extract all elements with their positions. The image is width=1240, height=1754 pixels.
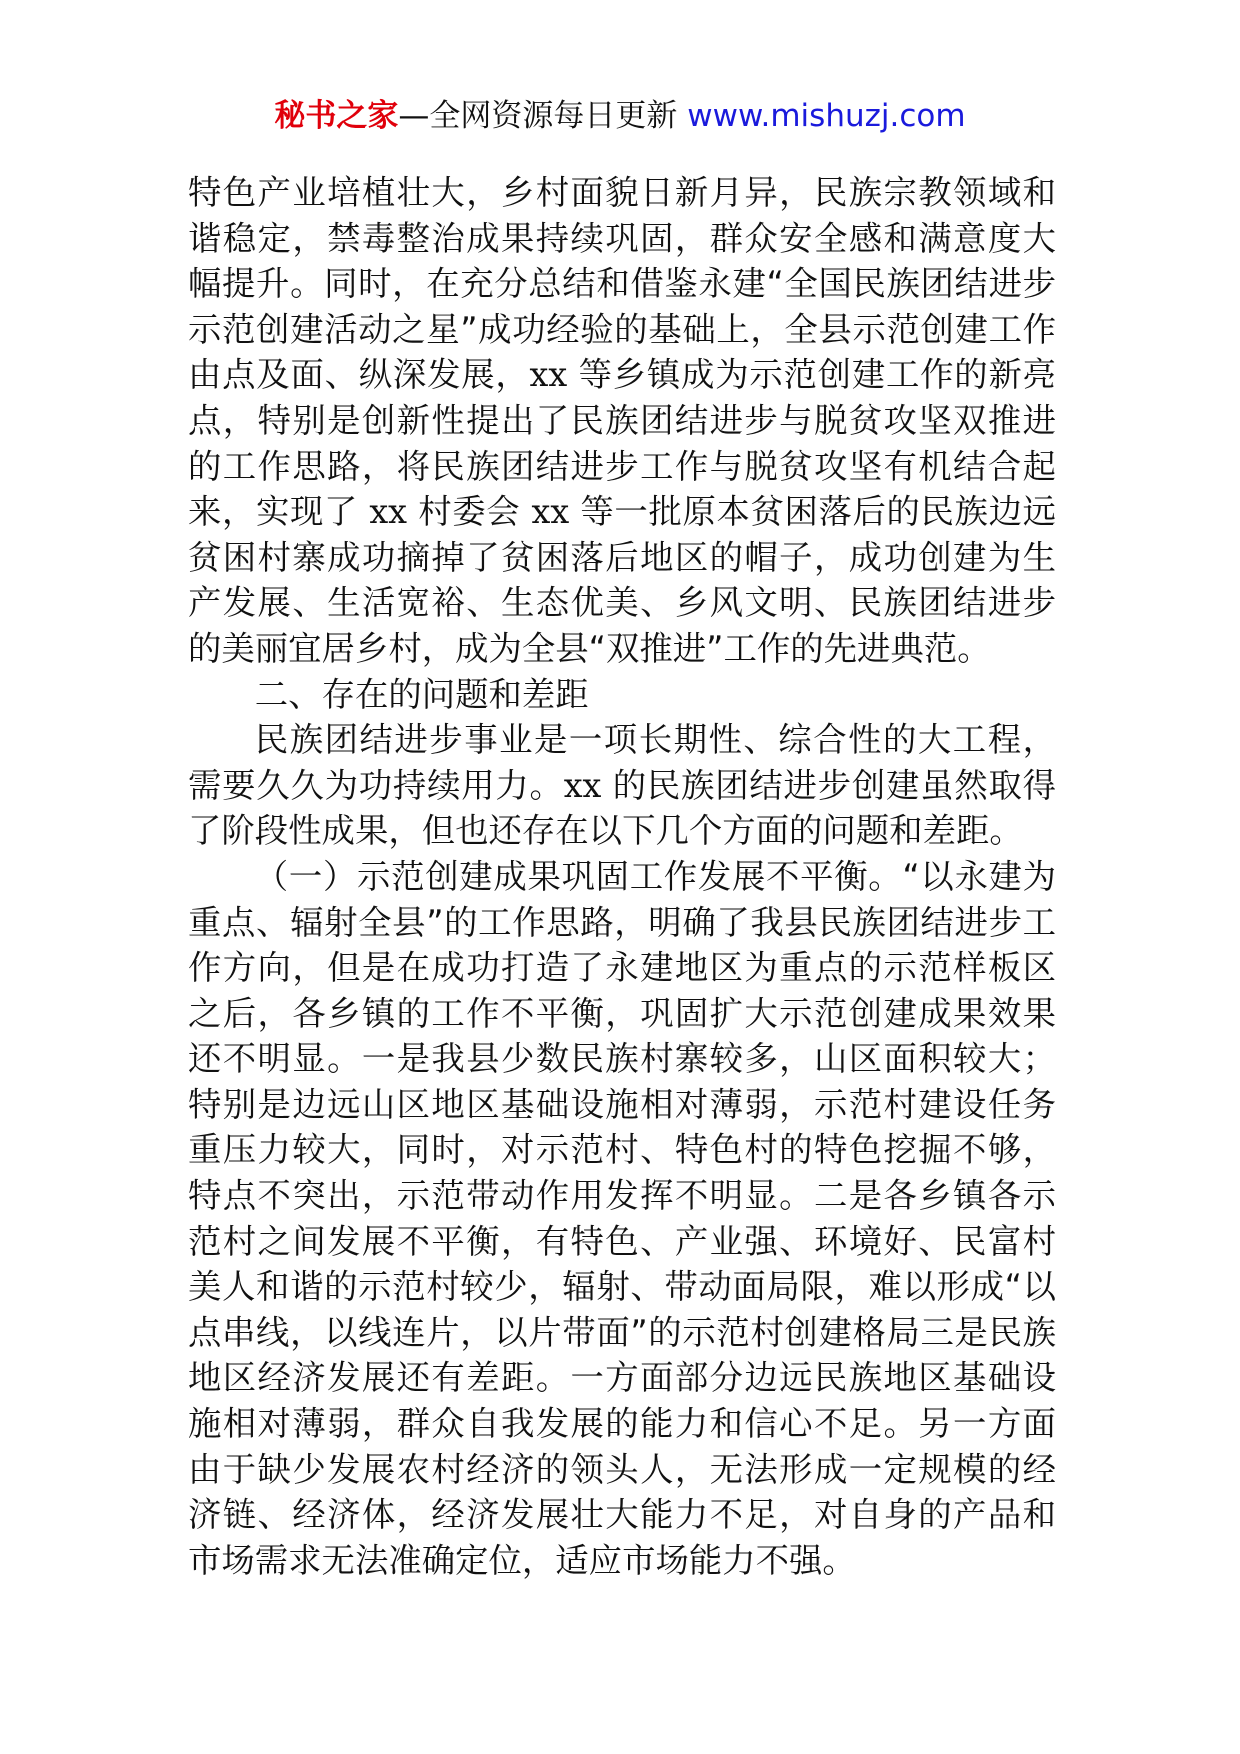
header-url[interactable]: www.mishuzj.com bbox=[687, 98, 966, 134]
section-heading: 二、存在的问题和差距 bbox=[254, 674, 589, 714]
paragraph-continuation: 特色产业培植壮大，乡村面貌日新月异，民族宗教领域和谐稳定，禁毒整治成果持续巩固，群众安全感和满意度大幅提升。同时，在充分总结和借鉴永建“全国民族团结进步示范创建活动之星”成功经验的基础上，全县示范创建工作由点及面、纵深发展，xx 等乡镇成为示范创建工作的新亮点，特别是创新性提出了民族团结进步与脱贫攻坚双推进的工作思路，将民族团结进步工作与脱贫攻坚有机结合起来，实现了 xx 村委会 xx 等一批原本贫困落后的民族边远贫困村寨成功摘掉了贫困落后地区的帽子，成功创建为生产发展、生活宽裕、生态优美、乡风文明、民族团结进步的美丽宜居乡村，成为全县“双推进”工作的先进典范。 bbox=[188, 173, 1056, 668]
paragraph-intro: 民族团结进步事业是一项长期性、综合性的大工程，需要久久为功持续用力。xx 的民族团结进步创建虽然取得了阶段性成果，但也还存在以下几个方面的问题和差距。 bbox=[188, 720, 1056, 851]
paragraph-subsection-1: （一）示范创建成果巩固工作发展不平衡。“以永建为重点、辐射全县”的工作思路，明确了我县民族团结进步工作方向，但是在成功打造了永建地区为重点的示范样板区之后，各乡镇的工作不平衡，巩固扩大示范创建成果效果还不明显。一是我县少数民族村寨较多，山区面积较大；特别是边远山区地区基础设施相对薄弱，示范村建设任务重压力较大，同时，对示范村、特色村的特色挖掘不够，特点不突出，示范带动作用发挥不明显。二是各乡镇各示范村之间发展不平衡，有特色、产业强、环境好、民富村美人和谐的示范村较少，辐射、带动面局限，难以形成“以点串线，以线连片，以片带面”的示范村创建格局三是民族地区经济发展还有差距。一方面部分边远民族地区基础设施相对薄弱，群众自我发展的能力和信心不足。另一方面由于缺少发展农村经济的领头人，无法形成一定规模的经济链、经济体，经济发展壮大能力不足，对自身的产品和市场需求无法准确定位，适应市场能力不强。 bbox=[188, 856, 1056, 1580]
page-header bbox=[0, 96, 1240, 136]
document-body bbox=[188, 170, 1056, 1583]
header-slogan: —全网资源每日更新 bbox=[398, 98, 688, 134]
brand-name: 秘书之家 bbox=[274, 98, 399, 134]
